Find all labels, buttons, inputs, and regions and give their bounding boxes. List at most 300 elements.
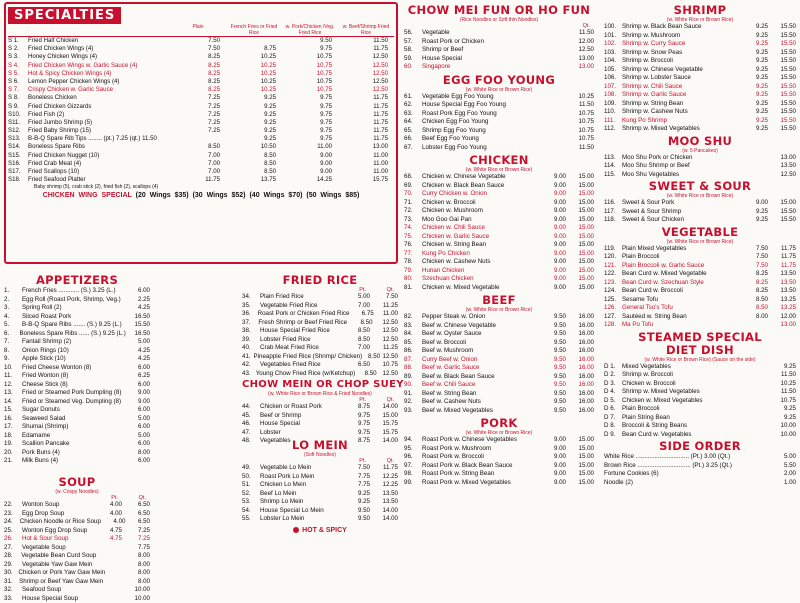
menu-item bbox=[604, 83, 796, 92]
item-number: 29. bbox=[4, 561, 22, 570]
item-number: 31. bbox=[4, 578, 19, 587]
item-number: 57. bbox=[404, 38, 422, 47]
item-price: 7.00 bbox=[170, 168, 226, 176]
item-price: 6.00 bbox=[122, 457, 150, 466]
item-price: 9.75 bbox=[282, 135, 338, 143]
item-number: 48. bbox=[242, 437, 260, 446]
menu-item bbox=[404, 347, 594, 356]
menu-item bbox=[8, 160, 394, 168]
item-name: Cheese Stick (8) bbox=[22, 381, 122, 390]
item-price: 11.00 bbox=[374, 310, 398, 319]
item-price: 14.25 bbox=[282, 176, 338, 184]
item-price: 5.00 bbox=[768, 453, 796, 462]
item-price: 13.00 bbox=[768, 154, 796, 163]
item-name: Boneless Chicken bbox=[28, 94, 170, 102]
chicken-section bbox=[404, 154, 594, 292]
item-name: Roast Pork or Chicken bbox=[422, 38, 566, 47]
item-number: 52. bbox=[242, 490, 260, 499]
item-price: 7.25 bbox=[170, 111, 226, 119]
item-price: 15.00 bbox=[768, 199, 796, 208]
item-price: 9.00 bbox=[538, 173, 566, 182]
item-price: 16.00 bbox=[566, 347, 594, 356]
item-price: 7.50 bbox=[740, 245, 768, 254]
item-name: Shrimp or Beef Yaw Gaw Mein bbox=[19, 578, 103, 587]
right-column bbox=[604, 4, 796, 487]
item-price bbox=[94, 586, 122, 595]
item-number: 75. bbox=[404, 233, 422, 242]
item-price: 11.75 bbox=[768, 253, 796, 262]
soup-section bbox=[4, 476, 150, 603]
item-name: Shrimp w. Broccoli bbox=[622, 371, 768, 380]
price-headers: Pt. Qt. bbox=[4, 495, 150, 501]
chicken-list bbox=[404, 173, 594, 292]
item-price: 7.25 bbox=[122, 535, 150, 544]
menu-item bbox=[4, 364, 150, 373]
item-number: S 3. bbox=[8, 53, 28, 61]
chowmeifun-list bbox=[404, 29, 594, 72]
item-number: 34. bbox=[242, 293, 260, 302]
item-number: 105. bbox=[604, 66, 622, 75]
item-number: 47. bbox=[242, 429, 260, 438]
menu-item bbox=[4, 457, 150, 466]
item-name: Wonton Egg Drop Soup bbox=[22, 527, 94, 536]
item-name: White Rice ............................... (Pt.) 3.00 (Qt.) bbox=[604, 453, 768, 462]
item-number: 71. bbox=[404, 199, 422, 208]
menu-item bbox=[404, 330, 594, 339]
menu-item bbox=[604, 287, 796, 296]
item-number: D 4. bbox=[604, 388, 622, 397]
item-price: 11.75 bbox=[338, 103, 394, 111]
menu-item bbox=[404, 38, 594, 47]
item-number: 22. bbox=[4, 501, 22, 510]
item-number: 110. bbox=[604, 108, 622, 117]
menu-item bbox=[604, 414, 796, 423]
item-price: 13.50 bbox=[768, 162, 796, 171]
menu-item bbox=[242, 361, 398, 370]
item-name: French Fries ............ (S.) 3.25 (L.) bbox=[22, 287, 122, 296]
menu-item bbox=[404, 470, 594, 479]
item-price: 8.75 bbox=[342, 403, 370, 412]
item-number: S 7. bbox=[8, 86, 28, 94]
menu-item bbox=[4, 578, 150, 587]
item-price: 9.00 bbox=[538, 267, 566, 276]
item-number: 33. bbox=[4, 595, 22, 603]
item-price: 16.00 bbox=[566, 407, 594, 416]
menu-item bbox=[604, 40, 796, 49]
item-number: 128. bbox=[604, 321, 622, 330]
item-price: 9.00 bbox=[282, 152, 338, 160]
item-name: Kung Po Chicken bbox=[422, 250, 538, 259]
item-price: 9.00 bbox=[740, 199, 768, 208]
item-number: S12. bbox=[8, 127, 28, 135]
menu-item bbox=[4, 347, 150, 356]
item-name: General Tso's Tofu bbox=[622, 304, 740, 313]
item-price: 6.00 bbox=[122, 440, 150, 449]
item-price: 9.00 bbox=[538, 436, 566, 445]
menu-item bbox=[404, 284, 594, 293]
item-price: 12.25 bbox=[370, 481, 398, 490]
item-price: 9.50 bbox=[538, 364, 566, 373]
item-number: 36. bbox=[242, 310, 258, 319]
item-price: 11.75 bbox=[338, 111, 394, 119]
eggfoo-section bbox=[404, 74, 594, 153]
item-number: 124. bbox=[604, 287, 622, 296]
eggfoo-list bbox=[404, 93, 594, 153]
item-price: 13.00 bbox=[566, 63, 594, 72]
item-number: 38. bbox=[242, 327, 260, 336]
item-number: 109. bbox=[604, 100, 622, 109]
item-price: 11.00 bbox=[338, 168, 394, 176]
menu-item bbox=[604, 125, 796, 134]
item-price: 7.25 bbox=[170, 127, 226, 135]
item-name: Chicken w. Mushroom bbox=[422, 207, 538, 216]
menu-item bbox=[404, 398, 594, 407]
item-price: 15.50 bbox=[768, 40, 796, 49]
item-name: Crab Meat Fried Rice bbox=[260, 344, 342, 353]
menu-item bbox=[604, 32, 796, 41]
item-price: 9.25 bbox=[740, 216, 768, 225]
item-name: Hunan Chicken bbox=[422, 267, 538, 276]
menu-item bbox=[8, 86, 394, 94]
item-name: Sweet & Sour Shrimp bbox=[622, 208, 740, 217]
seafood-platter-note: Baby shrimp (5), crab stick (2), fried fish (2), scallops (4) bbox=[8, 184, 394, 191]
item-number: 126. bbox=[604, 304, 622, 313]
menu-item bbox=[8, 143, 394, 151]
menu-item bbox=[404, 144, 594, 153]
item-name: Seafood Soup bbox=[22, 586, 94, 595]
item-name: Beef Egg Foo Young bbox=[422, 135, 566, 144]
item-price: 15.00 bbox=[566, 436, 594, 445]
item-number: S 5. bbox=[8, 70, 28, 78]
item-number: 6. bbox=[4, 330, 20, 339]
item-price: 9.00 bbox=[282, 160, 338, 168]
item-price: 12.50 bbox=[338, 86, 394, 94]
item-name: Moo Goo Gai Pan bbox=[422, 216, 538, 225]
item-price: 16.00 bbox=[566, 322, 594, 331]
item-price: 7.75 bbox=[122, 544, 150, 553]
item-price: 9.50 bbox=[538, 322, 566, 331]
item-price: 14.00 bbox=[370, 515, 398, 524]
item-number: 25. bbox=[4, 527, 22, 536]
item-price: 9.25 bbox=[226, 119, 282, 127]
menu-item bbox=[4, 304, 150, 313]
item-number: 18. bbox=[4, 432, 22, 441]
item-name: House Special Egg Foo Young bbox=[422, 101, 566, 110]
chicken-subtitle: (w. White Rice or Brown Rice) bbox=[404, 167, 594, 173]
item-price: 13.25 bbox=[768, 304, 796, 313]
item-price: 5.00 bbox=[122, 415, 150, 424]
item-price: 7.00 bbox=[170, 160, 226, 168]
menu-item bbox=[4, 313, 150, 322]
item-price: 8.00 bbox=[127, 578, 150, 587]
item-name: Shrimp Egg Foo Young bbox=[422, 127, 566, 136]
item-price: 5.00 bbox=[122, 432, 150, 441]
item-number: 93. bbox=[404, 407, 422, 416]
menu-item bbox=[8, 45, 394, 53]
item-name: Shrimp w. Mixed Vegetables bbox=[622, 125, 740, 134]
item-price: 10.00 bbox=[122, 595, 150, 603]
item-price: 8.50 bbox=[342, 327, 370, 336]
item-name: Scallion Pancake bbox=[22, 440, 122, 449]
item-price: 16.00 bbox=[566, 398, 594, 407]
chowmeifun-section bbox=[404, 4, 594, 72]
appetizers-title: APPETIZERS bbox=[4, 274, 150, 287]
shrimp-section bbox=[604, 4, 796, 134]
menu-item bbox=[404, 275, 594, 284]
item-name: Fried or Steamed Veg. Dumpling (8) bbox=[22, 398, 122, 407]
menu-item bbox=[242, 464, 398, 473]
item-price: 10.75 bbox=[282, 78, 338, 86]
menu-item bbox=[404, 118, 594, 127]
item-name: Sautéed w. String Bean bbox=[622, 313, 740, 322]
menu-item bbox=[4, 372, 150, 381]
item-number: 64. bbox=[404, 118, 422, 127]
item-number: 111. bbox=[604, 117, 622, 126]
item-price: 10.75 bbox=[566, 118, 594, 127]
menu-item bbox=[8, 103, 394, 111]
item-price: 9.25 bbox=[740, 32, 768, 41]
item-price: 6.50 bbox=[122, 510, 150, 519]
item-name: Chicken w. Garlic Sauce bbox=[422, 233, 538, 242]
item-price: 4.00 bbox=[101, 518, 126, 527]
item-name: Egg Drop Soup bbox=[22, 510, 94, 519]
soup-list bbox=[4, 501, 150, 603]
wing-deal: (50 Wings $85) bbox=[306, 192, 359, 199]
item-name: Young Chow Fried Rice (w/Ketchup) bbox=[256, 370, 356, 379]
item-name: Ma Po Tofu bbox=[622, 321, 740, 330]
item-price: 9.25 bbox=[740, 91, 768, 100]
item-price: 12.00 bbox=[768, 313, 796, 322]
item-price bbox=[94, 544, 122, 553]
item-number: D 8. bbox=[604, 422, 622, 431]
item-number: S 9. bbox=[8, 103, 28, 111]
hot-spicy-legend: HOT & SPICY bbox=[242, 527, 398, 534]
item-price: 4.75 bbox=[94, 535, 122, 544]
item-name: Fantail Shrimp (2) bbox=[22, 338, 122, 347]
item-name: Curry Beef w. Onion bbox=[422, 356, 538, 365]
item-price: 12.00 bbox=[566, 38, 594, 47]
item-name: Lobster bbox=[260, 429, 342, 438]
item-price: 13.50 bbox=[768, 287, 796, 296]
menu-item bbox=[404, 233, 594, 242]
item-price: 8.50 bbox=[740, 296, 768, 305]
menu-item bbox=[4, 535, 150, 544]
item-name: Chicken w. Broccoli bbox=[422, 199, 538, 208]
menu-item bbox=[604, 313, 796, 322]
menu-item bbox=[8, 135, 394, 143]
item-number: 78. bbox=[404, 258, 422, 267]
item-name: Chicken Noodle or Rice Soup bbox=[20, 518, 101, 527]
item-price: 16.00 bbox=[566, 330, 594, 339]
item-name: Broccoli & String Beans bbox=[622, 422, 768, 431]
item-price: 11.75 bbox=[370, 464, 398, 473]
item-price: 10.75 bbox=[566, 135, 594, 144]
item-price: 8.00 bbox=[128, 569, 150, 578]
item-number: 73. bbox=[404, 216, 422, 225]
item-name: Singapore bbox=[422, 63, 566, 72]
item-name: Beef w. Mushroom bbox=[422, 347, 538, 356]
menu-item bbox=[4, 389, 150, 398]
item-number: 11. bbox=[4, 372, 22, 381]
item-price: 9.25 bbox=[740, 125, 768, 134]
item-number: 100. bbox=[604, 23, 622, 32]
menu-item bbox=[404, 46, 594, 55]
item-number: 12. bbox=[4, 381, 22, 390]
item-price: 15.00 bbox=[566, 207, 594, 216]
item-name: House Special bbox=[422, 55, 566, 64]
item-price: 9.75 bbox=[282, 119, 338, 127]
item-number: 62. bbox=[404, 101, 422, 110]
beef-title: BEEF bbox=[404, 294, 594, 307]
item-price: 13.50 bbox=[370, 490, 398, 499]
item-number: D 5. bbox=[604, 397, 622, 406]
item-price: 4.00 bbox=[94, 510, 122, 519]
wing-special-label: CHICKEN WING SPECIAL bbox=[43, 192, 132, 199]
menu-item bbox=[4, 432, 150, 441]
menu-item bbox=[604, 479, 796, 488]
item-name: Shrimp w. Mushroom bbox=[622, 32, 740, 41]
item-number: 17. bbox=[4, 423, 22, 432]
item-name: Apple Stick (10) bbox=[22, 355, 122, 364]
menu-item bbox=[4, 381, 150, 390]
item-number: 76. bbox=[404, 241, 422, 250]
sweetsour-title: SWEET & SOUR bbox=[604, 180, 796, 193]
item-price: 12.50 bbox=[380, 353, 398, 362]
item-price: 2.00 bbox=[768, 470, 796, 479]
item-number: 120. bbox=[604, 253, 622, 262]
item-name: B-B-Q Spare Rib Tips ........ (pt.) 7.25 (qt.) 11.50 bbox=[28, 135, 170, 143]
item-name: Brown Rice ............................... (Pt.) 3.25 (Qt.) bbox=[604, 462, 768, 471]
wing-deal: (20 Wings $35) bbox=[136, 192, 189, 199]
menu-item bbox=[404, 224, 594, 233]
item-price: 9.00 bbox=[538, 479, 566, 488]
item-name: Roast Pork Lo Mein bbox=[260, 473, 342, 482]
beef-subtitle: (w. White Rice or Brown Rice) bbox=[404, 307, 594, 313]
item-price: 9.00 bbox=[538, 258, 566, 267]
item-number: 94. bbox=[404, 436, 422, 445]
vegetable-list bbox=[604, 245, 796, 330]
item-number: 117. bbox=[604, 208, 622, 217]
item-name: Hot & Sour Soup bbox=[22, 535, 94, 544]
menu-item bbox=[404, 390, 594, 399]
beef-list bbox=[404, 313, 594, 415]
item-price: 11.75 bbox=[338, 119, 394, 127]
item-price bbox=[105, 569, 127, 578]
item-price: 11.50 bbox=[566, 144, 594, 153]
menu-item bbox=[8, 176, 394, 184]
item-number: 88. bbox=[404, 364, 422, 373]
item-price: 9.00 bbox=[538, 445, 566, 454]
item-number: 8. bbox=[4, 347, 22, 356]
item-name: Fried Half Chicken bbox=[28, 37, 170, 45]
item-price: 8.75 bbox=[342, 437, 370, 446]
menu-item bbox=[242, 353, 398, 362]
item-number: S 2. bbox=[8, 45, 28, 53]
item-price: 6.25 bbox=[122, 372, 150, 381]
price-headers: Pt. Qt. bbox=[242, 397, 398, 403]
item-price: 8.50 bbox=[347, 319, 372, 328]
menu-item bbox=[404, 339, 594, 348]
item-price: 10.75 bbox=[768, 397, 796, 406]
item-price: 9.50 bbox=[538, 407, 566, 416]
item-name: Fried Fish (2) bbox=[28, 111, 170, 119]
item-number: 15. bbox=[4, 406, 22, 415]
menu-item bbox=[604, 208, 796, 217]
item-number: 30. bbox=[4, 569, 18, 578]
friedrice-section bbox=[242, 274, 398, 378]
menu-item bbox=[604, 462, 796, 471]
menu-item bbox=[242, 420, 398, 429]
menu-item bbox=[4, 415, 150, 424]
item-name: Seaweed Salad bbox=[22, 415, 122, 424]
col-header-pork-rice: w. Pork/Chicken /Veg. Fried Rice bbox=[282, 24, 338, 36]
item-number: 108. bbox=[604, 91, 622, 100]
item-price: 9.00 bbox=[282, 168, 338, 176]
menu-item bbox=[404, 407, 594, 416]
item-name: Shrimp w. Broccoli bbox=[622, 57, 740, 66]
item-price: 15.50 bbox=[768, 66, 796, 75]
pork-title: PORK bbox=[404, 417, 594, 430]
specialties-header bbox=[8, 5, 394, 37]
item-number: 26. bbox=[4, 535, 22, 544]
item-number: 56. bbox=[404, 29, 422, 38]
item-price: 7.50 bbox=[740, 253, 768, 262]
hot-spicy-icon bbox=[293, 527, 299, 533]
price-headers: Pt. Qt. bbox=[242, 287, 398, 293]
menu-item bbox=[4, 330, 150, 339]
item-number: 84. bbox=[404, 330, 422, 339]
item-price: 9.00 bbox=[538, 207, 566, 216]
item-price: 9.00 bbox=[538, 470, 566, 479]
item-number: D 9. bbox=[604, 431, 622, 440]
menu-item bbox=[604, 422, 796, 431]
item-price: 10.25 bbox=[226, 62, 282, 70]
menu-item bbox=[8, 119, 394, 127]
item-price: 7.00 bbox=[342, 344, 370, 353]
specialties-box bbox=[4, 2, 398, 264]
menu-item bbox=[242, 490, 398, 499]
item-price: 15.00 bbox=[566, 479, 594, 488]
menu-item bbox=[404, 356, 594, 365]
menu-item bbox=[404, 135, 594, 144]
item-number: 9. bbox=[4, 355, 22, 364]
menu-item bbox=[404, 93, 594, 102]
item-price: 15.00 bbox=[566, 445, 594, 454]
menu-item bbox=[604, 270, 796, 279]
item-price: 7.50 bbox=[170, 37, 226, 45]
menu-item bbox=[8, 70, 394, 78]
item-price: 16.00 bbox=[566, 364, 594, 373]
item-price: 9.25 bbox=[226, 135, 282, 143]
sideorder-section bbox=[604, 440, 796, 487]
steamed-title-2: DIET DISH bbox=[604, 344, 796, 357]
item-name: Plain String Bean bbox=[622, 414, 768, 423]
item-price: 11.75 bbox=[338, 127, 394, 135]
vegetable-section bbox=[604, 226, 796, 330]
menu-item bbox=[404, 241, 594, 250]
col-header-fries: French Fries or Fried Rice bbox=[226, 24, 282, 36]
menu-item bbox=[604, 405, 796, 414]
menu-item bbox=[8, 53, 394, 61]
item-price: 14.00 bbox=[370, 403, 398, 412]
item-number: 28. bbox=[4, 552, 21, 561]
menu-item bbox=[604, 371, 796, 380]
item-name: Bean Curd w. Szechuan Style bbox=[622, 279, 740, 288]
item-price: 11.25 bbox=[370, 344, 398, 353]
menu-item bbox=[404, 453, 594, 462]
menu-item bbox=[604, 253, 796, 262]
item-price: 7.50 bbox=[342, 464, 370, 473]
